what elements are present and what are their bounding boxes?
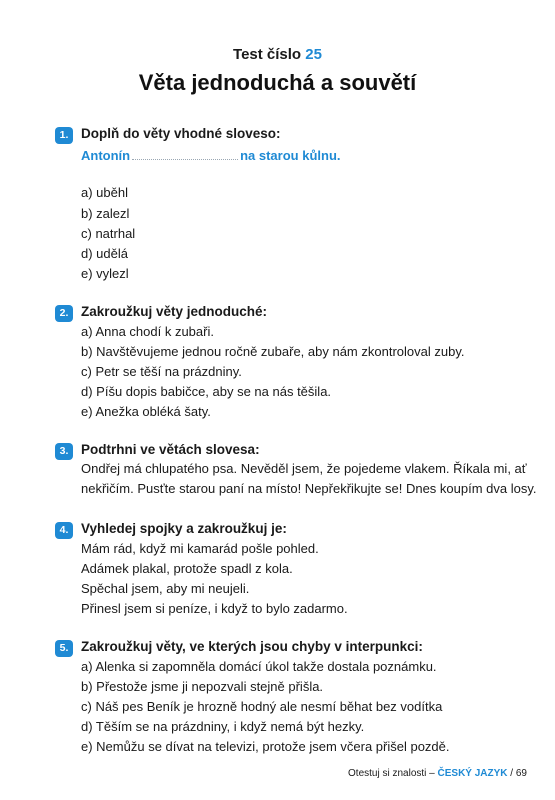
sentence-end: na starou kůlnu.: [240, 148, 341, 163]
test-number: 25: [305, 46, 322, 63]
text-line-1[interactable]: Ondřej má chlupatého psa. Nevěděl jsem, že pojedeme vlakem. Říkala mi, ať: [81, 461, 527, 476]
page-title: Věta jednoduchá a souvětí: [138, 70, 417, 95]
sentence-a[interactable]: a) Anna chodí k zubaři.: [81, 324, 214, 339]
sentence-b[interactable]: b) Navštěvujeme jednou ročně zubaře, aby nám zkontroloval zuby.: [81, 344, 465, 359]
task-prompt: Zakroužkuj věty, ve kterých jsou chyby v interpunkci:: [81, 639, 423, 654]
sentence-1[interactable]: Mám rád, když mi kamarád pošle pohled.: [81, 541, 319, 556]
sentence-2[interactable]: Adámek plakal, protože spadl z kola.: [81, 561, 293, 576]
sentence-3[interactable]: Spěchal jsem, aby mi neujeli.: [81, 581, 250, 596]
option-d[interactable]: d) udělá: [81, 246, 128, 261]
sentence-start: Antonín: [81, 148, 131, 163]
sentence-a[interactable]: a) Alenka si zapomněla domácí úkol takže dostala poznámku.: [81, 659, 437, 674]
task-2: [55, 304, 525, 419]
task-4: [55, 521, 525, 616]
task-prompt: Vyhledej spojky a zakroužkuj je:: [81, 521, 287, 536]
task-3: [55, 442, 537, 496]
blank-line[interactable]: [132, 148, 238, 160]
test-label: Test číslo: [233, 46, 302, 63]
task-prompt: Podtrhni ve větách slovesa:: [81, 442, 260, 457]
task-number-badge: 4.: [55, 522, 73, 539]
test-number-heading: [0, 46, 555, 63]
option-b[interactable]: b) zalezl: [81, 206, 130, 221]
sentence-4[interactable]: Přinesl jsem si peníze, i když to bylo zadarmo.: [81, 601, 348, 616]
option-e[interactable]: e) vylezl: [81, 266, 129, 281]
page-number: / 69: [507, 768, 527, 779]
sentence-e[interactable]: e) Anežka obléká šaty.: [81, 404, 211, 419]
task-prompt: Zakroužkuj věty jednoduché:: [81, 304, 268, 319]
option-c[interactable]: c) natrhal: [81, 226, 136, 241]
sentence-e[interactable]: e) Nemůžu se dívat na televizi, protože jsem včera přišel pozdě.: [81, 739, 450, 754]
task-1: [55, 126, 525, 281]
footer-subject: ČESKÝ JAZYK: [437, 768, 508, 779]
text-line-2[interactable]: nekřičím. Pusťte starou paní na místo! Nepřekřikujte se! Dnes koupím dva losy.: [81, 481, 537, 496]
page-footer: [348, 768, 527, 779]
sentence-d[interactable]: d) Píšu dopis babičce, aby se na nás těšila.: [81, 384, 332, 399]
fill-in-sentence: [81, 148, 341, 163]
sentence-d[interactable]: d) Těším se na prázdniny, i když nemá být hezky.: [81, 719, 365, 734]
task-number-badge: 1.: [55, 127, 73, 144]
sentence-c[interactable]: c) Náš pes Beník je hrozně hodný ale nesmí běhat bez vodítka: [81, 699, 443, 714]
option-a[interactable]: a) uběhl: [81, 185, 128, 200]
task-number-badge: 3.: [55, 443, 73, 460]
sentence-c[interactable]: c) Petr se těší na prázdniny.: [81, 364, 242, 379]
task-5: [55, 639, 525, 754]
task-number-badge: 2.: [55, 305, 73, 322]
task-prompt: Doplň do věty vhodné sloveso:: [81, 126, 281, 141]
footer-prefix: Otestuj si znalosti –: [348, 768, 438, 779]
sentence-b[interactable]: b) Přestože jsme ji nepozvali stejně přišla.: [81, 679, 324, 694]
task-number-badge: 5.: [55, 640, 73, 657]
